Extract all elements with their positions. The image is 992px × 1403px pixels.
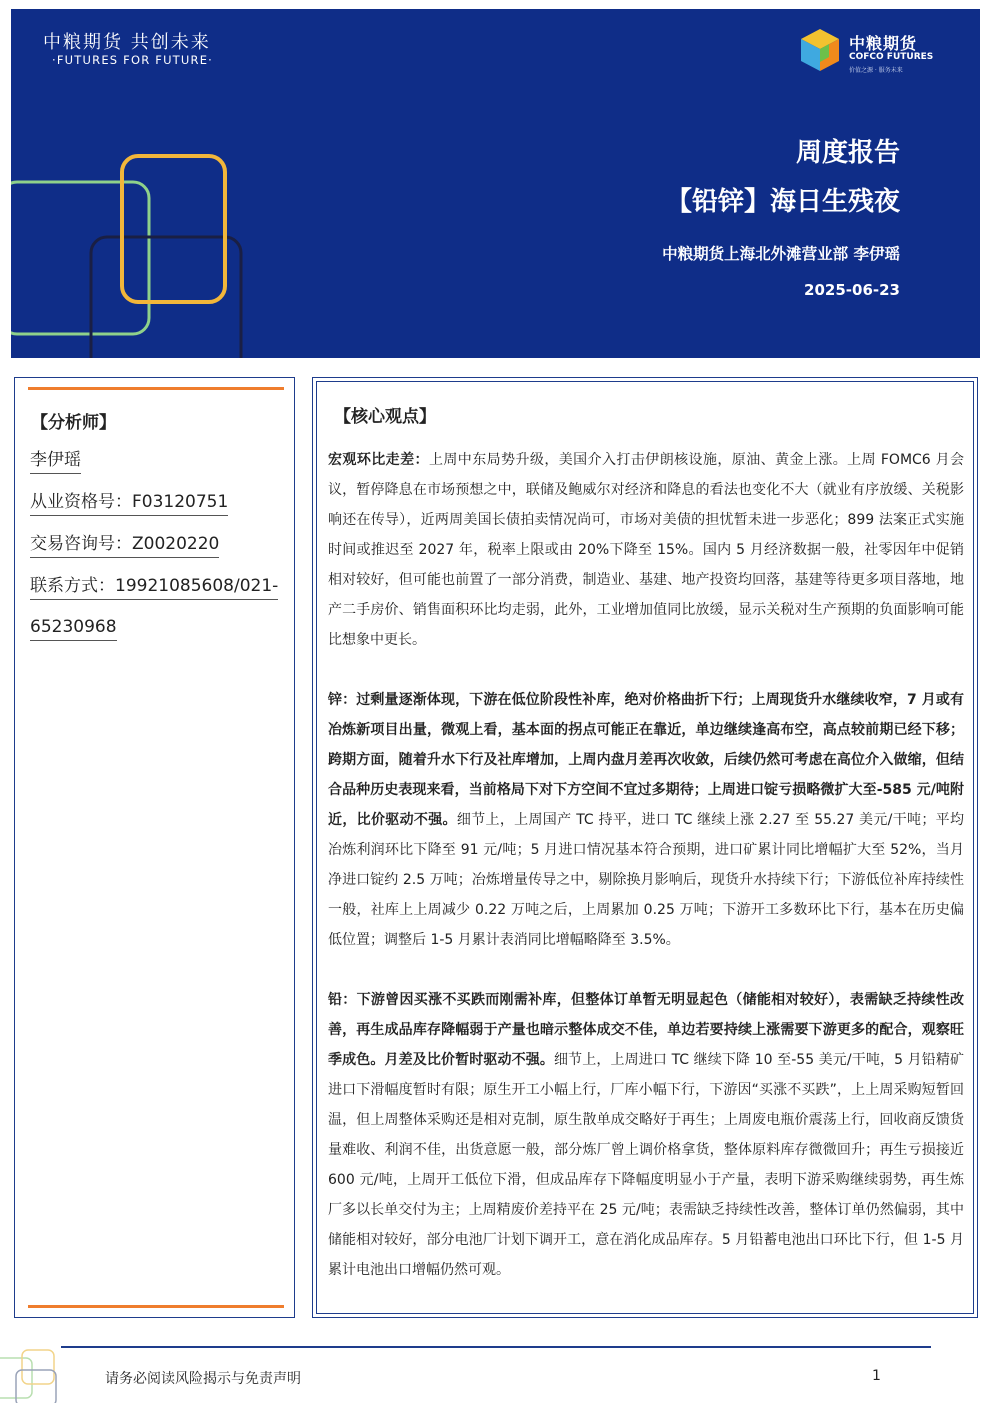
analyst-qualification: 从业资格号：F03120751 — [30, 492, 228, 516]
cofco-logo-icon — [797, 27, 843, 73]
analyst-name: 李伊瑶 — [30, 450, 81, 474]
report-type: 周度报告 — [795, 138, 900, 168]
lead-paragraph — [328, 985, 964, 1285]
report-department-author: 中粮期货上海北外滩营业部 李伊瑶 — [662, 245, 900, 263]
macro-heading: 宏观环比走差： — [328, 452, 429, 468]
footer-divider — [61, 1346, 931, 1348]
analyst-consulting-id: 交易咨询号：Z0020220 — [30, 534, 219, 558]
footer-disclaimer-note: 请务必阅读风险揭示与免责声明 — [105, 1371, 301, 1387]
logo-text-chinese: 中粮期货 — [849, 34, 918, 53]
analyst-contact-line2: 65230968 — [30, 617, 117, 641]
slogan-chinese: 中粮期货 共创未来 — [43, 32, 211, 53]
logo-text-english: COFCO FUTURES — [849, 52, 934, 62]
slogan-english: ·FUTURES FOR FUTURE· — [52, 53, 214, 67]
zinc-details: 细节上，上周国产 TC 持平，进口 TC 继续上涨 2.27 至 55.27 美元/干吨；平均冶炼利润环比下降至 91 元/吨；5 月进口情况基本符合预期，进口矿累计同比增幅扩大至 52%，当月净进口锭约 2.5 万吨；冶炼增量传导之中，剔除换月影响后，现货升水持续下行；下游低位补库持续性一般，社库上上周减少 0.22 万吨之后，上周累加 0.25 万吨；下游开工多数环比下行，基本在历史偏低位置；调整后 1-5 月累计表消同比增幅略降至 3.5%。 — [328, 812, 964, 948]
cover-banner — [11, 9, 980, 358]
footer-decoration-icon — [0, 1340, 60, 1403]
core-view-heading: 【核心观点】 — [334, 407, 436, 427]
analyst-contact-line1: 联系方式：19921085608/021- — [30, 576, 278, 600]
orange-divider-bottom — [28, 1305, 284, 1308]
analyst-heading: 【分析师】 — [31, 413, 116, 433]
macro-text: 上周中东局势升级，美国介入打击伊朗核设施，原油、黄金上涨。上周 FOMC6 月会议，暂停降息在市场预想之中，联储及鲍威尔对经济和降息的看法也变化不大（就业有序放缓、关税影响还在传导），近两周美国长债拍卖情况尚可，市场对美债的担忧暂未进一步恶化；899 法案正式实施时间或推迟至 2027 年，税率上限或由 20%下降至 15%。国内 5 月经济数据一般，社零因年中促销相对较好，但可能也前置了一部分消费，制造业、基建、地产投资均回落，基建等待更多项目落地，地产二手房价、销售面积环比均走弱，此外，工业增加值同比放缓，显示关税对生产预期的负面影响可能比想象中更长。 — [328, 452, 965, 648]
report-date: 2025-06-23 — [804, 281, 900, 299]
core-view-panel — [312, 377, 978, 1318]
orange-divider-top — [28, 387, 284, 390]
zinc-paragraph — [328, 685, 964, 955]
logo-tagline: 价值之源 · 服务未来 — [849, 67, 903, 74]
analyst-panel — [14, 377, 295, 1318]
lead-details: 细节上，上周进口 TC 继续下降 10 至-55 美元/干吨，5 月铅精矿进口下滑幅度暂时有限；原生开工小幅上行，厂库小幅下行，下游因“买涨不买跌”，上上周采购短暂回温，但上周整体采购还是相对克制，原生散单成交略好于再生；上周废电瓶价震荡上行，回收商反馈货量难收、利润不佳，出货意愿一般，部分炼厂曾上调价格拿货，整体原料库存微微回升；再生亏损接近 600 元/吨，上周开工低位下滑，但成品库存下降幅度明显小于产量，表明下游采购继续弱势，再生炼厂多以长单交付为主；上周精废价差持平在 25 元/吨；表需缺乏持续性改善，整体订单仍然偏弱，其中储能相对较好，部分电池厂计划下调开工，意在消化成品库存。5 月铅蓄电池出口环比下行，但 1-5 月累计电池出口增幅仍然可观。 — [328, 1052, 965, 1278]
report-title: 【铅锌】海日生残夜 — [665, 187, 900, 217]
page-number: 1 — [872, 1368, 881, 1384]
zinc-summary: 锌：过剩量逐渐体现，下游在低位阶段性补库，绝对价格曲折下行；上周现货升水继续收窄，7 月或有冶炼新项目出量，微观上看，基本面的拐点可能正在靠近，单边继续逢高布空，高点较前期已经下移；跨期方面，随着升水下行及社库增加，上周内盘月差再次收敛，后续仍然可考虑在高位介入做缩，但结合品种历史表现来看，当前格局下对下方空间不宜过多期待；上周进口锭亏损略微扩大至-585 元/吨附近，比价驱动不强。 — [328, 692, 964, 828]
macro-paragraph — [328, 445, 964, 655]
lead-summary: 铅：下游曾因买涨不买跌而刚需补库，但整体订单暂无明显起色（储能相对较好），表需缺乏持续性改善，再生成品库存降幅弱于产量也暗示整体成交不佳，单边若要持续上涨需要下游更多的配合，观察旺季成色。月差及比价暂时驱动不强。 — [328, 992, 964, 1068]
